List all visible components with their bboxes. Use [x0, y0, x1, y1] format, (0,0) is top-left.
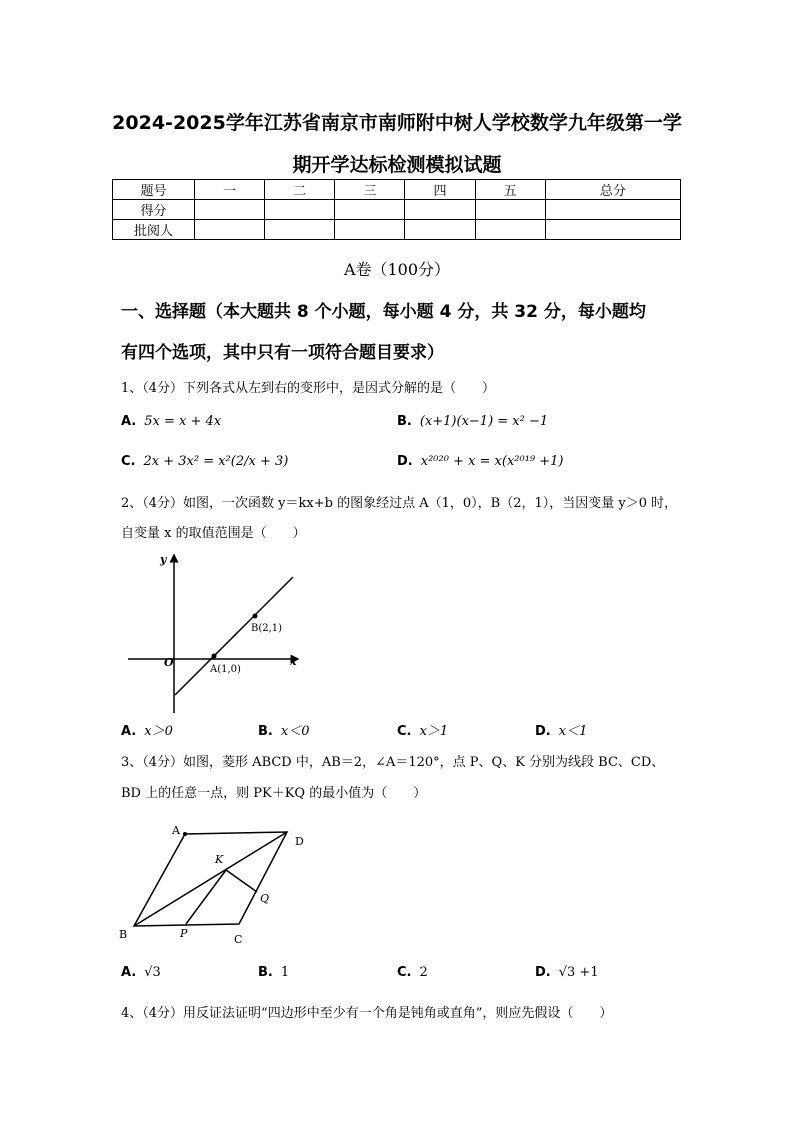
score-cell	[195, 220, 265, 240]
option-letter: A.	[121, 965, 137, 980]
option-text: (x+1)(x−1) = x² −1	[419, 414, 549, 429]
score-table	[112, 179, 681, 240]
title-line-2: 期开学达标检测模拟试题	[292, 154, 502, 176]
point-a	[212, 654, 217, 659]
score-cell	[475, 200, 545, 220]
q1-option-a	[121, 414, 221, 429]
option-text: x²⁰²⁰ + x = x(x²⁰¹⁹ +1)	[420, 454, 564, 469]
option-letter: A.	[121, 724, 137, 739]
option-text: x＞0	[144, 724, 173, 739]
score-row-label: 批阅人	[113, 220, 195, 240]
q3-option-a	[121, 965, 161, 980]
option-text: x＞1	[419, 724, 449, 739]
score-table-row-piyueren	[113, 220, 681, 240]
option-letter: D.	[397, 454, 413, 469]
score-table-row-defen	[113, 200, 681, 220]
score-row-label: 得分	[113, 200, 195, 220]
q2-option-c	[397, 720, 448, 739]
option-letter: B.	[258, 965, 273, 980]
score-header-cell: 一	[195, 180, 265, 200]
option-text: 1	[280, 965, 290, 980]
q1-stem: 1、（4分）下列各式从左到右的变形中，是因式分解的是（ ）	[121, 381, 496, 396]
score-cell	[265, 220, 335, 240]
option-letter: B.	[258, 724, 273, 739]
score-header-cell: 四	[405, 180, 475, 200]
point-k-label: K	[215, 853, 224, 866]
q2-stem-line-2: 自变量 x 的取值范围是（ ）	[121, 526, 306, 541]
option-letter: A.	[121, 414, 137, 429]
option-letter: C.	[397, 724, 412, 739]
q2-option-b	[258, 720, 309, 739]
score-cell	[335, 200, 405, 220]
score-table-header-row	[113, 180, 681, 200]
score-cell	[195, 200, 265, 220]
q3-rhombus-figure	[112, 816, 322, 948]
q3-option-c	[397, 965, 428, 980]
option-text: 2	[419, 965, 428, 980]
score-cell	[265, 200, 335, 220]
q4-stem: 4、（4分）用反证法证明“四边形中至少有一个角是钝角或直角”，则应先假设（ ）	[121, 1006, 613, 1021]
score-cell	[405, 200, 475, 220]
q1-option-b	[397, 414, 548, 429]
diagonal-bd	[134, 832, 287, 926]
q1-option-d	[397, 454, 564, 469]
option-text: x＜1	[558, 724, 588, 739]
juan-heading: A卷（100分）	[343, 260, 451, 279]
vertex-d-label: D	[295, 835, 304, 848]
origin-label: O	[164, 656, 174, 669]
option-text: √3 +1	[558, 965, 599, 980]
score-header-cell: 三	[335, 180, 405, 200]
score-cell	[545, 200, 680, 220]
section-heading-line-1: 一、选择题（本大题共 8 个小题，每小题 4 分，共 32 分，每小题均	[121, 302, 646, 322]
q2-graph-figure	[118, 545, 308, 715]
option-letter: B.	[397, 414, 412, 429]
option-letter: C.	[121, 454, 136, 469]
score-header-cell: 总分	[545, 180, 680, 200]
q3-option-d	[535, 965, 599, 980]
q1-option-c	[121, 454, 288, 469]
point-a-label: A(1,0)	[210, 664, 241, 675]
q2-stem-line-1: 2、（4分）如图，一次函数 y＝kx+b 的图象经过点 A（1，0），B（2，1），当因变量 y＞0 时，	[121, 496, 678, 511]
x-axis-label: x	[290, 655, 297, 668]
segment-kq	[226, 870, 257, 892]
score-header-cell: 题号	[113, 180, 195, 200]
y-axis-label: y	[160, 553, 167, 566]
point-b	[253, 614, 258, 619]
option-text: √3	[144, 965, 161, 980]
option-text: 2x + 3x² = x²(2/x + 3)	[143, 454, 289, 469]
q2-option-a	[121, 720, 173, 739]
vertex-c-label: C	[234, 933, 243, 946]
title-line-1: 2024-2025学年江苏省南京市南师附中树人学校数学九年级第一学	[112, 112, 682, 134]
score-cell	[475, 220, 545, 240]
q3-option-b	[258, 965, 289, 980]
option-text: x＜0	[280, 724, 310, 739]
score-cell	[335, 220, 405, 240]
score-header-cell: 五	[475, 180, 545, 200]
option-letter: D.	[535, 965, 551, 980]
q3-stem-line-1: 3、（4分）如图，菱形 ABCD 中，AB＝2，∠A＝120°，点 P、Q、K 分别为线段 BC、CD、	[121, 755, 665, 770]
section-heading-line-2: 有四个选项，其中只有一项符合题目要求）	[121, 343, 444, 363]
option-letter: D.	[535, 724, 551, 739]
vertex-b-label: B	[119, 928, 128, 941]
point-q-label: Q	[260, 892, 270, 905]
score-cell	[545, 220, 680, 240]
option-letter: C.	[397, 965, 412, 980]
function-line	[175, 577, 293, 695]
score-cell	[405, 220, 475, 240]
option-text: 5x = x + 4x	[144, 414, 222, 429]
q2-option-d	[535, 720, 587, 739]
score-header-cell: 二	[265, 180, 335, 200]
segment-pk	[186, 870, 226, 924]
q3-stem-line-2: BD 上的任意一点，则 PK＋KQ 的最小值为（ ）	[121, 786, 427, 801]
vertex-a-dot	[183, 832, 187, 836]
vertex-a-label: A	[172, 824, 180, 837]
point-b-label: B(2,1)	[251, 623, 283, 634]
point-p-label: P	[180, 927, 188, 940]
